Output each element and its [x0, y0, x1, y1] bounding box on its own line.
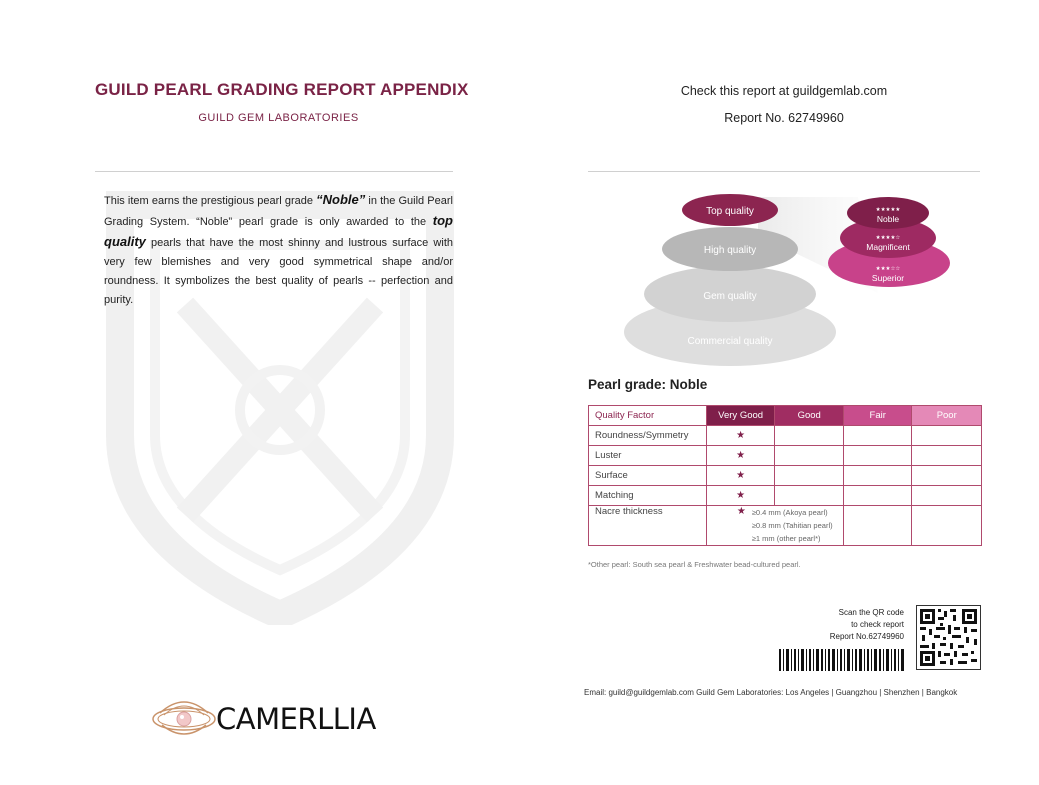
star-icon: ★	[706, 446, 775, 466]
quality-factor-table	[588, 405, 982, 546]
other-pearl-footnote: *Other pearl: South sea pearl & Freshwater bead-cultured pearl.	[588, 560, 801, 569]
magnificent-label: Magnificent	[866, 242, 910, 252]
barcode-icon	[779, 649, 905, 671]
desc-part-2: in the Guild Pearl Grading System. “Noble” pearl grade is only awarded to the	[104, 195, 453, 228]
table-row	[589, 466, 982, 486]
empty-cell	[775, 486, 844, 506]
col-poor: Poor	[912, 406, 982, 426]
lab-name: GUILD GEM LABORATORIES	[198, 112, 359, 124]
noble-label: Noble	[876, 214, 900, 224]
noble-stars: ★★★★★	[875, 207, 901, 213]
table-row	[589, 486, 982, 506]
empty-cell	[912, 426, 982, 446]
empty-cell	[775, 426, 844, 446]
nacre-note-other: ≥1 mm (other pearl*)	[751, 534, 821, 543]
level-commercial-label: Commercial quality	[687, 336, 773, 347]
check-report-line: Check this report at guildgemlab.com	[680, 84, 888, 98]
table-row	[589, 506, 982, 546]
superior-stars: ★★★☆☆	[875, 266, 901, 272]
star-icon: ★	[706, 426, 775, 446]
empty-cell	[844, 506, 912, 546]
factor-cell: Matching	[589, 486, 707, 506]
quality-pyramid	[588, 185, 982, 370]
left-divider	[95, 171, 453, 172]
report-title: GUILD PEARL GRADING REPORT APPENDIX	[95, 80, 469, 99]
sub-noble-shape	[847, 197, 929, 229]
qr-caption-line1: Scan the QR code	[838, 608, 904, 617]
empty-cell	[912, 466, 982, 486]
desc-part-3: pearls that have the most shinny and lustrous surface with very few blemishes and very good symmetrical shape and/or roundness. It symbolizes the best quality of pearls -- perfection and purity.	[104, 237, 453, 306]
report-number: Report No. 62749960	[724, 111, 844, 125]
table-row	[589, 446, 982, 466]
grade-description	[104, 190, 453, 310]
qr-caption	[780, 607, 904, 643]
level-high-label: High quality	[703, 245, 757, 256]
star-icon: ★	[736, 506, 746, 517]
empty-cell	[844, 466, 912, 486]
right-divider	[588, 171, 980, 172]
nacre-note-akoya: ≥0.4 mm (Akoya pearl)	[751, 508, 828, 517]
table-header-row	[589, 406, 982, 426]
superior-label: Superior	[871, 273, 905, 283]
qr-caption-line3: Report No.62749960	[829, 632, 904, 641]
empty-cell	[912, 506, 982, 546]
star-icon: ★	[706, 466, 775, 486]
table-row	[589, 426, 982, 446]
col-good: Good	[775, 406, 844, 426]
qr-caption-line2: to check report	[851, 620, 904, 629]
empty-cell	[844, 486, 912, 506]
grade-word: “Noble”	[316, 192, 366, 207]
nacre-thickness-notes	[752, 506, 833, 545]
nacre-cell	[706, 506, 843, 546]
magnificent-stars: ★★★★☆	[875, 235, 901, 241]
empty-cell	[912, 446, 982, 466]
factor-cell: Luster	[589, 446, 707, 466]
col-fair: Fair	[844, 406, 912, 426]
pearl-shell-logo	[150, 693, 218, 745]
nacre-note-tahitian: ≥0.8 mm (Tahitian pearl)	[751, 521, 833, 530]
star-icon: ★	[706, 486, 775, 506]
factor-cell: Surface	[589, 466, 707, 486]
factor-cell: Nacre thickness	[589, 506, 707, 546]
col-quality-factor: Quality Factor	[589, 406, 707, 426]
top-quality-emphasis: top quality	[104, 213, 453, 249]
col-very-good: Very Good	[706, 406, 775, 426]
desc-part-1: This item earns the prestigious pearl grade	[104, 195, 317, 207]
empty-cell	[844, 426, 912, 446]
qr-code-icon[interactable]	[916, 605, 981, 670]
factor-cell: Roundness/Symmetry	[589, 426, 707, 446]
level-top-label: Top quality	[706, 206, 754, 217]
brand-name: CAMERLLIA	[216, 702, 376, 736]
pearl-grade-title: Pearl grade: Noble	[588, 377, 708, 392]
empty-cell	[775, 466, 844, 486]
empty-cell	[775, 446, 844, 466]
empty-cell	[912, 486, 982, 506]
level-gem-label: Gem quality	[703, 291, 757, 302]
empty-cell	[844, 446, 912, 466]
contact-footer: Email: guild@guildgemlab.com Guild Gem Laboratories: Los Angeles | Guangzhou | Shenzhen | Bangkok	[584, 688, 958, 697]
